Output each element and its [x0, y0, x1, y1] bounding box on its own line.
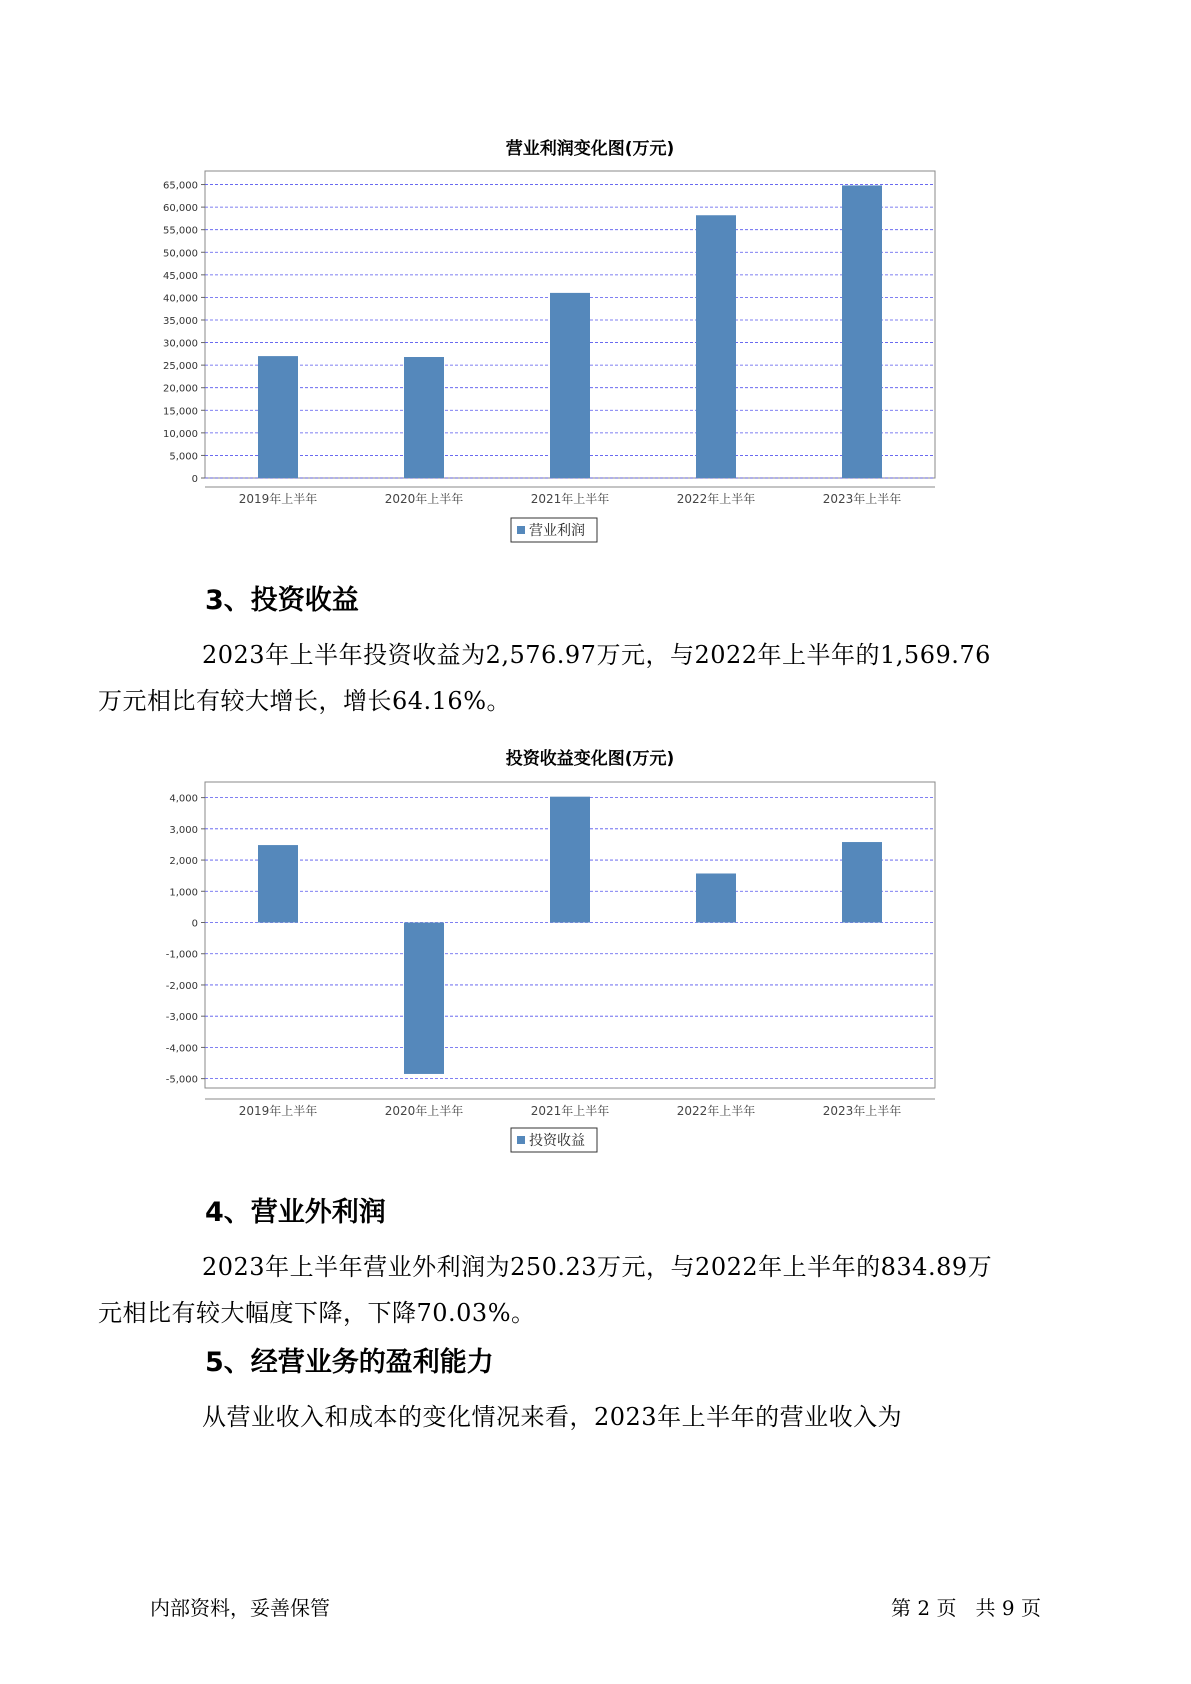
paragraph-line: 从营业收入和成本的变化情况来看，2023年上半年的营业收入为 [202, 1403, 903, 1431]
footer-page-number: 第 2 页 共 9 页 [891, 1596, 1041, 1620]
operating-profit-chart [150, 128, 1030, 548]
legend [511, 1128, 597, 1152]
bar [842, 842, 882, 922]
y-tick-label: 5,000 [169, 451, 198, 463]
x-tick-label: 2021年上半年 [530, 1104, 610, 1118]
investment-income-chart [150, 738, 1030, 1160]
footer-confidential-note: 内部资料，妥善保管 [150, 1596, 330, 1620]
y-tick-label: -5,000 [165, 1074, 198, 1086]
operating-profit-plot [150, 128, 1030, 548]
y-tick-label: -3,000 [165, 1012, 198, 1024]
y-tick-label: 35,000 [163, 315, 198, 327]
legend-swatch [517, 526, 525, 534]
x-tick-label: 2023年上半年 [822, 492, 902, 506]
x-tick-label: 2022年上半年 [676, 492, 756, 506]
y-tick-label: -1,000 [165, 949, 198, 961]
y-tick-label: 1,000 [169, 887, 198, 899]
section-heading-investment-income: 3、投资收益 [205, 585, 359, 616]
paragraph-line: 2023年上半年投资收益为2,576.97万元，与2022年上半年的1,569.76 [202, 641, 991, 669]
paragraph-line: 万元相比有较大增长，增长64.16%。 [98, 687, 512, 715]
y-tick-label: 50,000 [163, 248, 198, 260]
y-tick-label: 10,000 [163, 428, 198, 440]
y-tick-label: 2,000 [169, 856, 198, 868]
x-tick-label: 2019年上半年 [238, 1104, 318, 1118]
section-heading-profitability: 5、经营业务的盈利能力 [205, 1347, 494, 1378]
paragraph-line: 2023年上半年营业外利润为250.23万元，与2022年上半年的834.89万 [202, 1253, 993, 1281]
legend-label: 投资收益 [529, 1133, 585, 1149]
bar [696, 873, 736, 922]
x-tick-label: 2020年上半年 [384, 492, 464, 506]
legend-swatch [517, 1136, 525, 1144]
section-heading-non-operating-profit: 4、营业外利润 [205, 1197, 386, 1228]
y-tick-label: -2,000 [165, 980, 198, 992]
y-tick-label: 0 [191, 474, 198, 485]
y-tick-label: 60,000 [163, 203, 198, 215]
legend [511, 518, 597, 542]
chart-title: 投资收益变化图(万元) [505, 749, 675, 769]
investment-income-plot [150, 738, 1030, 1160]
bar [258, 356, 298, 478]
x-tick-label: 2023年上半年 [822, 1104, 902, 1118]
bar [696, 215, 736, 478]
bar [842, 185, 882, 478]
bar [404, 923, 444, 1074]
x-tick-label: 2022年上半年 [676, 1104, 756, 1118]
paragraph-line: 元相比有较大幅度下降，下降70.03%。 [98, 1299, 536, 1327]
x-tick-label: 2019年上半年 [238, 492, 318, 506]
non-operating-profit-paragraph [98, 1244, 1050, 1336]
y-tick-label: 55,000 [163, 225, 198, 237]
y-tick-label: 0 [191, 918, 198, 930]
bar [550, 293, 590, 478]
y-tick-label: 3,000 [169, 824, 198, 836]
y-tick-label: -4,000 [165, 1043, 198, 1055]
y-tick-label: 20,000 [163, 383, 198, 395]
y-tick-label: 4,000 [169, 793, 198, 805]
profitability-paragraph [150, 1394, 1050, 1440]
y-tick-label: 15,000 [163, 406, 198, 418]
investment-income-paragraph [98, 632, 1050, 724]
chart-title: 营业利润变化图(万元) [505, 139, 675, 159]
y-tick-label: 65,000 [163, 180, 198, 192]
bar [550, 797, 590, 923]
y-tick-label: 45,000 [163, 270, 198, 282]
y-tick-label: 30,000 [163, 338, 198, 350]
y-tick-label: 40,000 [163, 293, 198, 305]
legend-label: 营业利润 [529, 523, 585, 539]
y-tick-label: 25,000 [163, 361, 198, 373]
bar [404, 357, 444, 478]
bar [258, 845, 298, 922]
x-tick-label: 2021年上半年 [530, 492, 610, 506]
x-tick-label: 2020年上半年 [384, 1104, 464, 1118]
